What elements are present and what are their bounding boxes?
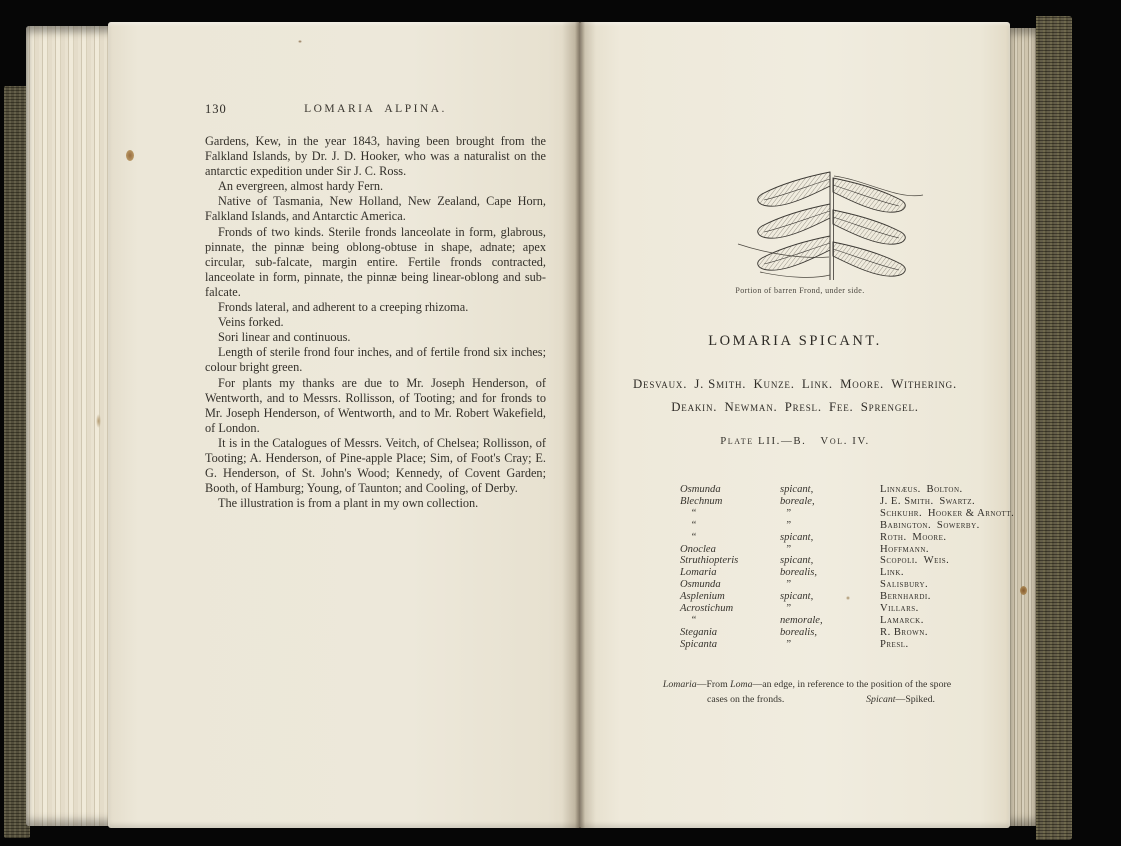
species-title: LOMARIA SPICANT. [708, 333, 882, 349]
authorities-list [580, 373, 1010, 418]
synonym-row [680, 639, 1014, 651]
synonym-species: nemorale, [780, 614, 823, 626]
synonym-species: spicant, [780, 531, 814, 543]
running-head: LOMARIA ALPINA. [304, 103, 447, 115]
synonym-row [680, 627, 1014, 639]
body-paragraph: Sori linear and continuous. [218, 330, 351, 345]
footnote-line2 [637, 692, 977, 707]
book-cover-right [1036, 16, 1072, 840]
synonym-authority: Linnæus. Bolton. [880, 484, 963, 495]
synonym-row [680, 544, 1014, 556]
synonym-authority: J. E. Smith. Swartz. [880, 495, 976, 507]
synonym-species: spicant, [780, 555, 814, 567]
body-paragraph: It is in the Catalogues of Messrs. Veitch, of Chelsea; Rollisson, of Tooting; A. Henderson, of Pine-apple Place; Sim, of Foot's Cray; E. G. Henderson, of St. John's Wood; Kennedy, of Covent Garden; Booth, of Hamburg; Young, of Taunton; and Cooling, of Derby. [205, 435, 546, 496]
fern-frond-illustration [730, 164, 930, 288]
footnote-lomaria: Lomaria [662, 679, 697, 690]
synonym-genus: Onoclea [680, 543, 716, 555]
synonym-species: ” [780, 519, 792, 531]
synonym-species: borealis, [780, 626, 817, 638]
synonym-species: borealis, [780, 567, 817, 579]
synonym-authority: Presl. [880, 638, 909, 650]
footnote-cases-text: cases on the fronds. [707, 694, 785, 705]
synonym-authority: Roth. Moore. [880, 531, 947, 543]
synonym-genus: Osmunda [680, 579, 721, 591]
right-page [580, 22, 1015, 828]
synonym-species: spicant, [780, 484, 814, 495]
synonym-row [680, 567, 1014, 579]
footnote-spicant-italic: Spicant [866, 694, 896, 705]
synonym-genus: “ [680, 531, 697, 543]
footnote-line1 [637, 677, 977, 692]
synonym-genus: Spicanta [680, 638, 718, 650]
synonym-authority: Villars. [880, 603, 919, 615]
synonym-authority: Hoffmann. [880, 543, 930, 555]
synonym-authority: Scopoli. Weis. [880, 555, 950, 567]
synonym-row [680, 484, 1014, 496]
synonym-row [680, 520, 1014, 532]
body-paragraph: Fronds of two kinds. Sterile fronds lanceolate in form, glabrous, pinnate, the pinnæ being oblong-obtuse in shape, adnate; apex circular, sub-falcate, margin entire. Fertile fronds contracted, lanceolate in form, pinnate, the pinnæ being linear-oblong and sub-falcate. [205, 224, 546, 299]
synonym-row [680, 615, 1014, 627]
body-text [205, 134, 546, 511]
synonym-genus: Struthiopteris [680, 555, 739, 567]
footnote-spiked-text: —Spiked. [895, 694, 935, 705]
body-paragraph: The illustration is from a plant in my own collection. [218, 496, 479, 511]
synonym-authority: Salisbury. [880, 579, 929, 591]
synonym-row [680, 555, 1014, 567]
synonym-genus: “ [680, 507, 697, 519]
footnote-text: —From [696, 679, 731, 690]
synonym-species: boreale, [780, 495, 815, 507]
synonym-species: ” [780, 543, 792, 555]
synonym-genus: Acrostichum [680, 603, 734, 615]
synonym-authority: Schkuhr. Hooker & Arnott. [880, 507, 1015, 519]
body-paragraph: Gardens, Kew, in the year 1843, having been brought from the Falkland Islands, by Dr. J. D. Hooker, who was a naturalist on the antarctic expedition under Sir J. C. Ross. [205, 134, 546, 179]
synonym-authority: Bernhardi. [880, 591, 931, 603]
body-paragraph: An evergreen, almost hardy Fern. [218, 179, 384, 194]
synonym-authority: R. Brown. [880, 626, 928, 638]
figure-caption: Portion of barren Frond, under side. [735, 286, 865, 295]
page-edges-right [1008, 28, 1038, 826]
authorities-line: Desvaux. J. Smith. Kunze. Link. Moore. Withering. [633, 377, 957, 391]
synonym-table [680, 484, 1014, 651]
synonym-authority: Link. [880, 567, 905, 579]
synonym-genus: “ [680, 614, 697, 626]
synonym-species: ” [780, 638, 792, 650]
synonym-authority: Lamarck. [880, 614, 924, 626]
left-page [108, 22, 580, 828]
etymology-footnote [637, 677, 977, 707]
body-paragraph: Fronds lateral, and adherent to a creeping rhizoma. [218, 300, 469, 315]
synonym-row [680, 579, 1014, 591]
synonym-row [680, 603, 1014, 615]
synonym-species: ” [780, 603, 792, 615]
footnote-text: —an edge, in reference to the position of the spore [752, 679, 952, 690]
synonym-genus: “ [680, 519, 697, 531]
synonym-row [680, 591, 1014, 603]
synonym-row [680, 508, 1014, 520]
synonym-species: ” [780, 507, 792, 519]
body-paragraph: Veins forked. [218, 315, 284, 330]
footnote-spicant [866, 692, 935, 707]
synonym-row [680, 532, 1014, 544]
body-paragraph: Length of sterile frond four inches, and of fertile frond six inches; colour bright green. [205, 345, 546, 375]
footnote-loma: Loma [730, 679, 753, 690]
page-number: 130 [205, 102, 227, 116]
synonym-genus: Asplenium [680, 591, 725, 603]
synonym-species: spicant, [780, 591, 814, 603]
synonym-authority: Babington. Sowerby. [880, 519, 980, 531]
plate-volume-line: Plate LII.—B. Vol. IV. [720, 435, 870, 447]
synonym-genus: Stegania [680, 626, 718, 638]
synonym-row [680, 496, 1014, 508]
body-paragraph: For plants my thanks are due to Mr. Joseph Henderson, of Wentworth, and to Messrs. Rollisson, of Tooting; and for fronds to Mr. Joseph Henderson, of Wentworth, and to Mr. Robert Wakefield, of London. [205, 375, 546, 435]
synonym-genus: Blechnum [680, 495, 723, 507]
synonym-genus: Osmunda [680, 484, 721, 495]
body-paragraph: Native of Tasmania, New Holland, New Zealand, Cape Horn, Falkland Islands, and Antarctic America. [205, 194, 546, 224]
authorities-line: Deakin. Newman. Presl. Fee. Sprengel. [671, 399, 919, 414]
synonym-genus: Lomaria [680, 567, 717, 579]
synonym-species: ” [780, 579, 792, 591]
